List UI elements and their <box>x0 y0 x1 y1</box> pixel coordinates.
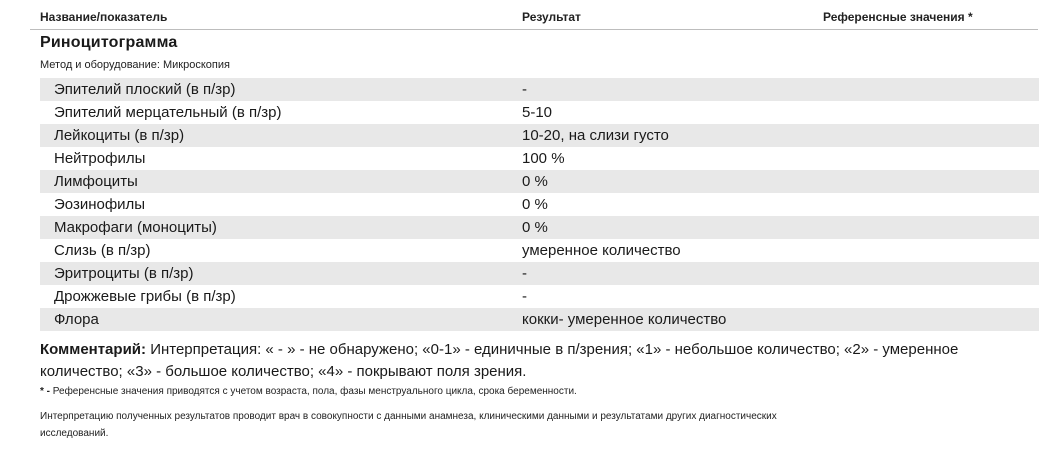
row-result: кокки- умеренное количество <box>522 311 727 328</box>
row-name: Эритроциты (в п/зр) <box>54 265 194 282</box>
comment-label: Комментарий: <box>40 341 147 358</box>
row-result: 0 % <box>522 219 548 236</box>
footnote-text: Референсные значения приводятся с учетом возраста, пола, фазы менструального цикла, срока беременности. <box>52 386 577 397</box>
row-name: Слизь (в п/зр) <box>54 242 151 259</box>
table-row <box>40 78 1039 101</box>
row-result: 100 % <box>522 150 565 167</box>
row-name: Эпителий мерцательный (в п/зр) <box>54 104 282 121</box>
table-row <box>40 308 1039 331</box>
table-row <box>40 147 1039 170</box>
row-result: умеренное количество <box>522 242 681 259</box>
column-header-reference: Референсные значения * <box>823 10 973 24</box>
row-result: 10-20, на слизи густо <box>522 127 669 144</box>
interpretation-note: Интерпретацию полученных результатов проводит врач в совокупности с данными анамнеза, клиническими данными и результатами других диагностических исследований. <box>40 411 777 439</box>
row-name: Флора <box>54 311 99 328</box>
row-result: - <box>522 265 527 282</box>
table-row <box>40 101 1039 124</box>
row-name: Лейкоциты (в п/зр) <box>54 127 185 144</box>
comment-text: Интерпретация: « - » - не обнаружено; «0-1» - единичные в п/зрения; «1» - небольшое количество; «2» - умеренное количество; «3» - большое количество; «4» - покрывают поля зрения. <box>40 341 959 380</box>
results-table <box>40 78 1039 331</box>
table-row <box>40 285 1039 308</box>
row-name: Макрофаги (моноциты) <box>54 219 217 236</box>
table-row <box>40 124 1039 147</box>
comment-block <box>40 339 1000 383</box>
row-result: - <box>522 81 527 98</box>
section-title: Риноцитограмма <box>40 34 178 51</box>
header-divider <box>30 29 1038 30</box>
column-header-result: Результат <box>522 10 581 24</box>
table-row <box>40 170 1039 193</box>
method-label: Метод и оборудование: Микроскопия <box>40 59 230 71</box>
row-result: - <box>522 288 527 305</box>
row-name: Дрожжевые грибы (в п/зр) <box>54 288 236 305</box>
row-result: 5-10 <box>522 104 553 121</box>
row-result: 0 % <box>522 173 548 190</box>
footnote-star: * - <box>40 386 50 397</box>
row-name: Лимфоциты <box>54 173 138 190</box>
row-name: Эпителий плоский (в п/зр) <box>54 81 236 98</box>
row-name: Эозинофилы <box>54 196 146 213</box>
table-row <box>40 193 1039 216</box>
table-row <box>40 239 1039 262</box>
table-row <box>40 216 1039 239</box>
column-header-name: Название/показатель <box>40 10 168 24</box>
row-result: 0 % <box>522 196 548 213</box>
row-name: Нейтрофилы <box>54 150 146 167</box>
table-header <box>0 10 1062 26</box>
table-row <box>40 262 1039 285</box>
reference-footnote <box>40 386 577 397</box>
